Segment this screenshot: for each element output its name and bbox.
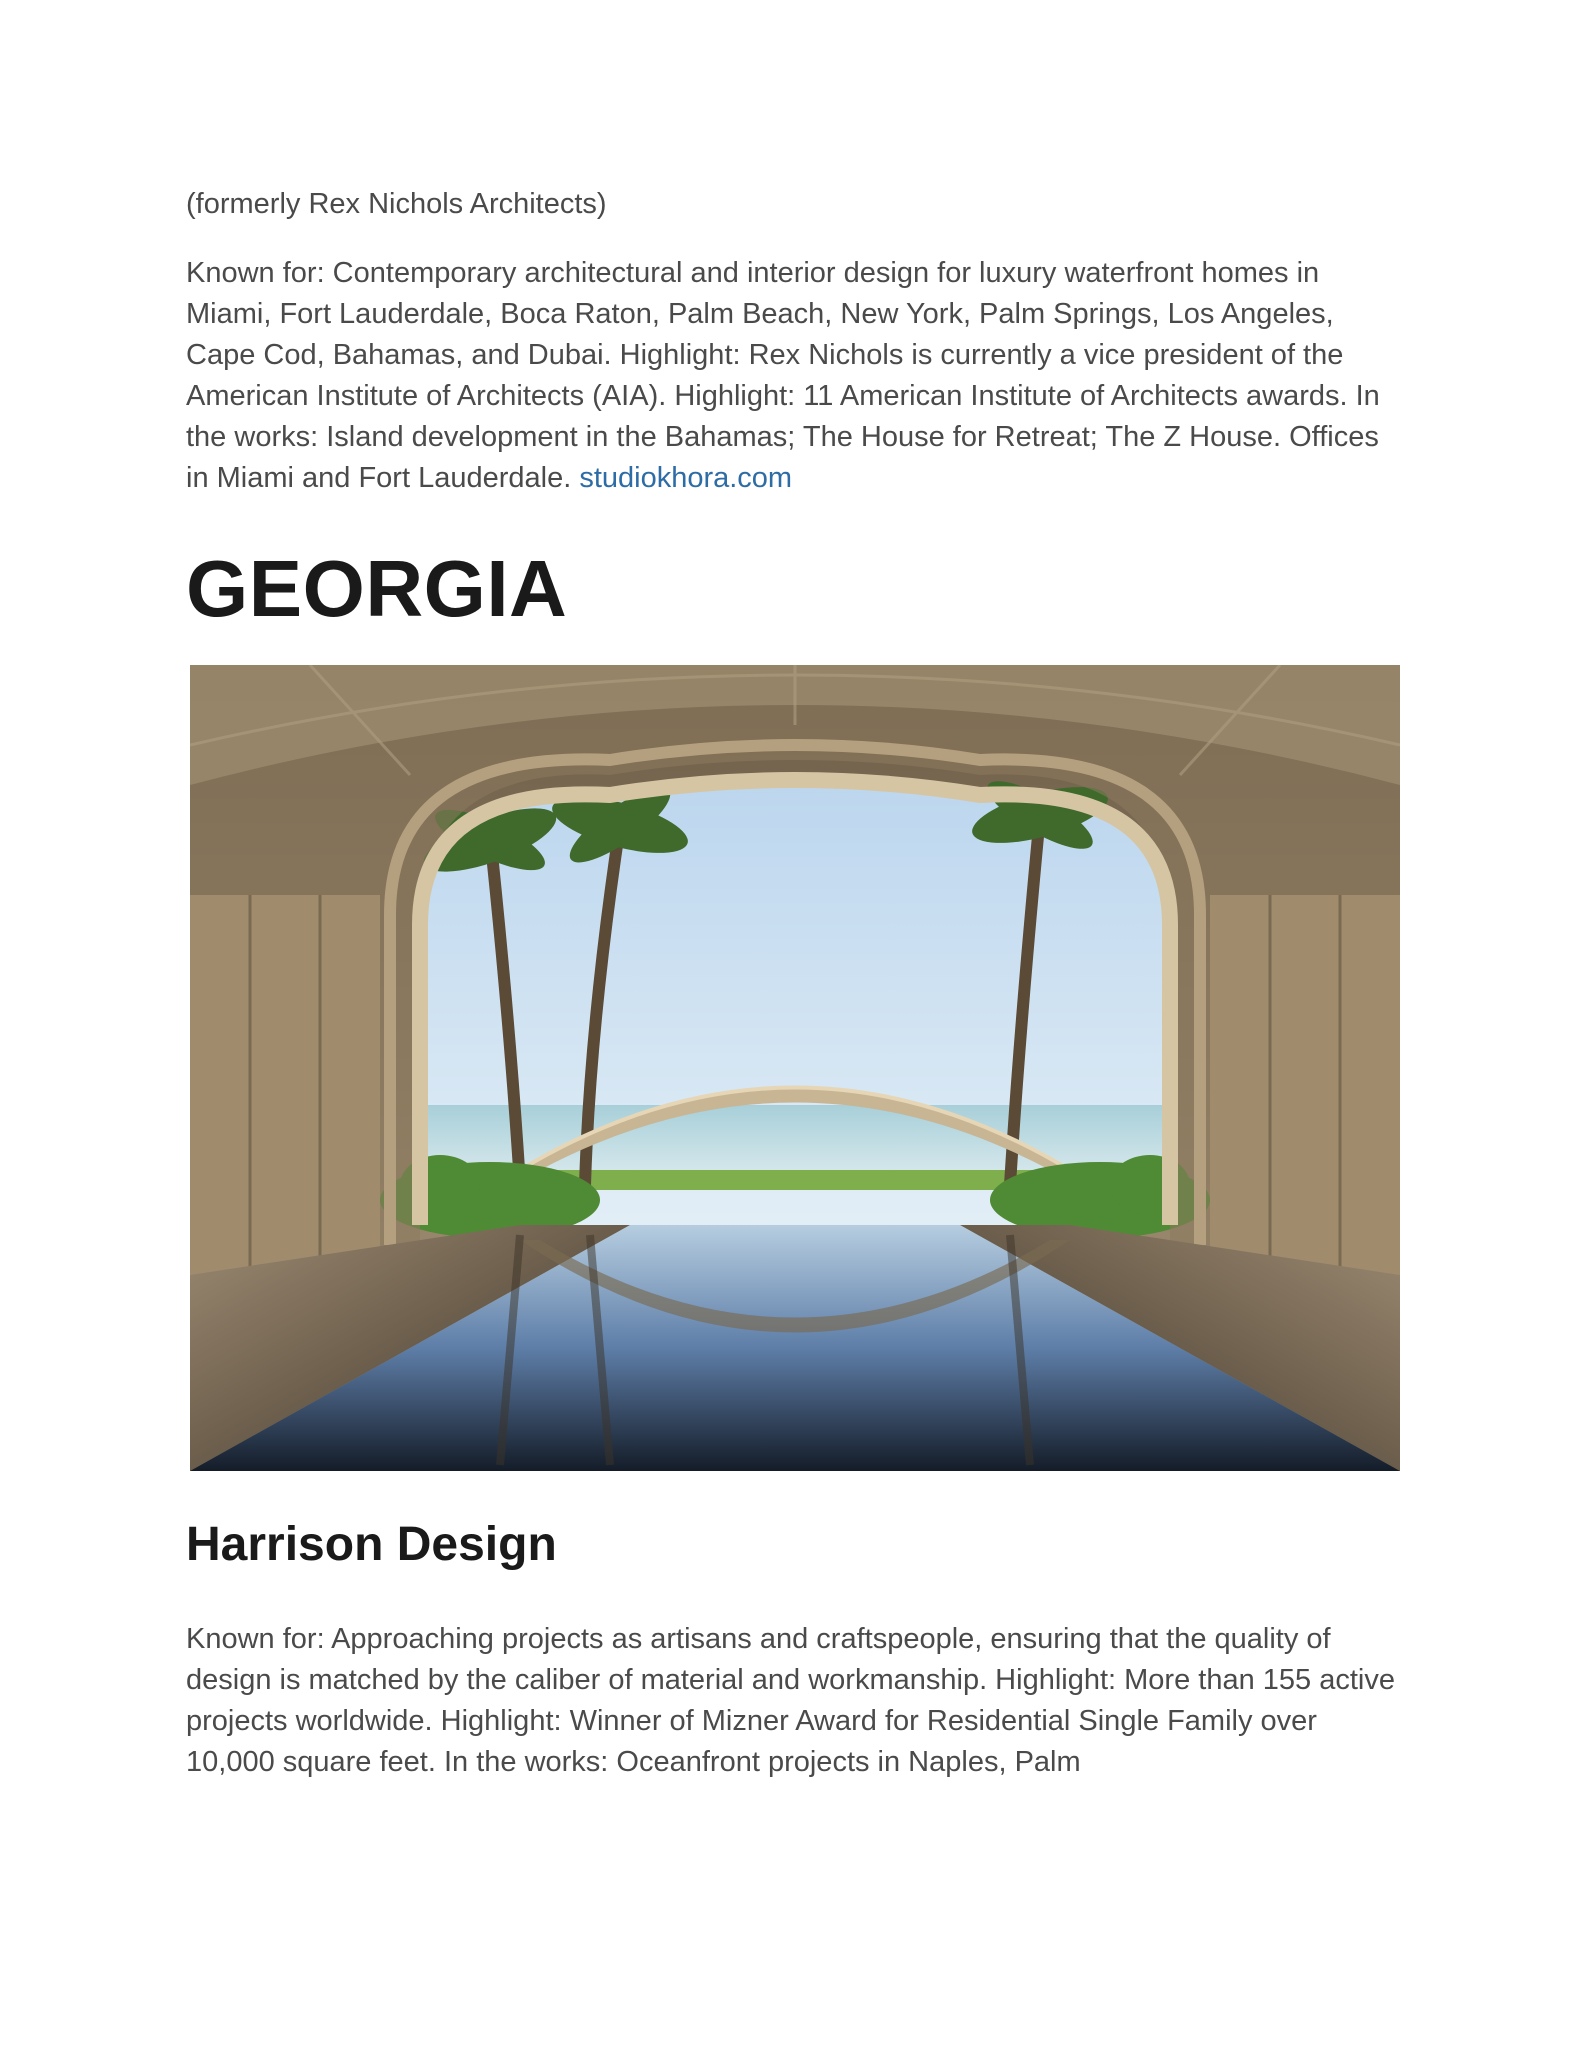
firm-description [186, 253, 1401, 499]
archway-pool-photo [190, 665, 1400, 1471]
former-name-note: (formerly Rex Nichols Architects) [186, 188, 607, 220]
firm-description-text: Known for: Contemporary architectural and interior design for luxury waterfront homes in Miami, Fort Lauderdale, Boca Raton, Palm Beach, New York, Palm Springs, Los Angeles, Cape Cod, Bahamas, and Dubai. Highlight: Rex Nichols is currently a vice president of the American Institute of Architects (AIA). Highlight: 11 American Institute of Architects awards. In the works: Island development in the Bahamas; The House for Retreat; The Z House. Offices in Miami and Fort Lauderdale. [186, 257, 1380, 494]
firm-heading: Harrison Design [186, 1518, 557, 1571]
article-page [186, 184, 1401, 1783]
state-heading: GEORGIA [186, 544, 568, 633]
firm-website-link[interactable]: studiokhora.com [579, 462, 793, 494]
harrison-description: Known for: Approaching projects as artisans and craftspeople, ensuring that the quality of design is matched by the caliber of material and workmanship. Highlight: More than 155 active projects worldwide. Highlight: Winner of Mizner Award for Residential Single Family over 10,000 square feet. In the works: Oceanfront projects in Naples, Palm [186, 1623, 1395, 1778]
